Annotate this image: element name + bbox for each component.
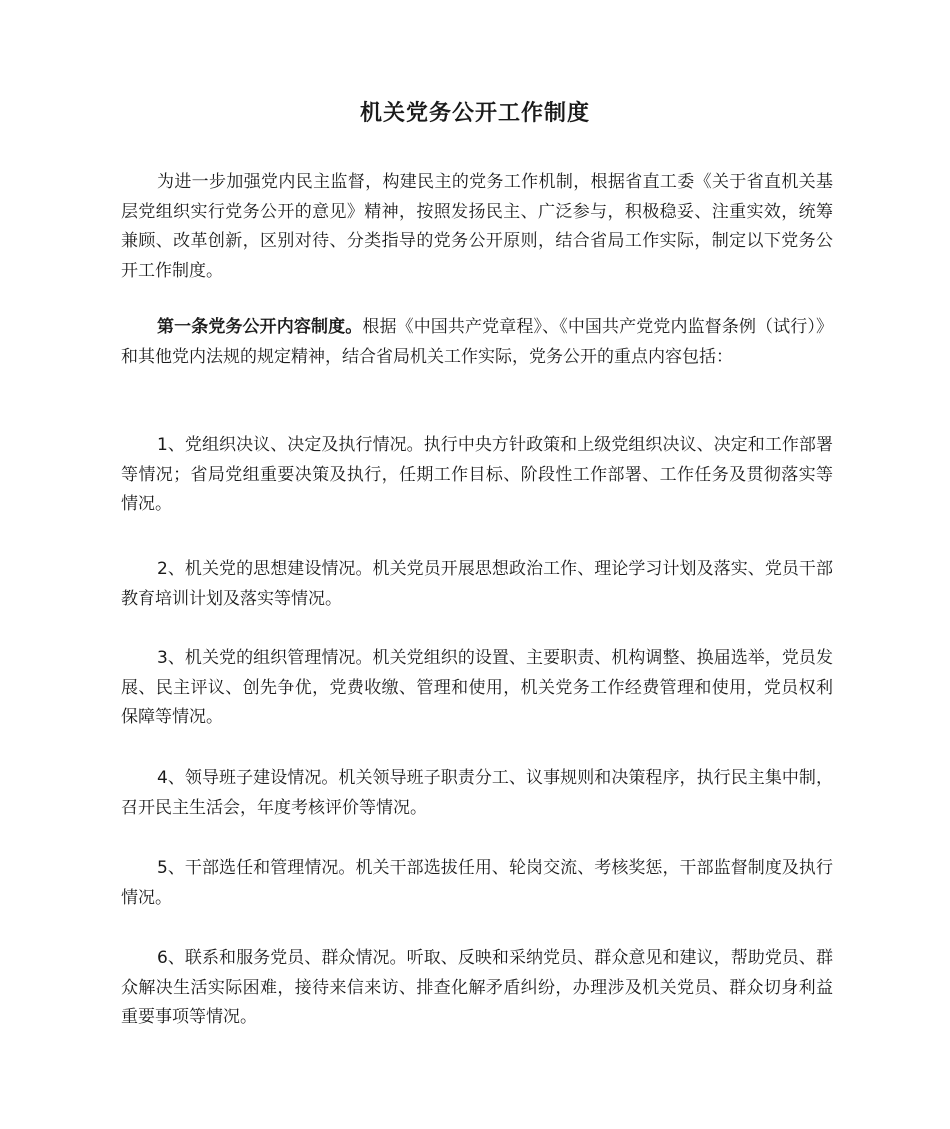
list-item: 1、党组织决议、决定及执行情况。执行中央方针政策和上级党组织决议、决定和工作部署等情况；省局党组重要决策及执行，任期工作目标、阶段性工作部署、工作任务及贯彻落实等情况。 bbox=[121, 435, 833, 514]
article-1-heading: 第一条党务公开内容制度。 bbox=[157, 317, 363, 337]
list-item: 5、干部选任和管理情况。机关干部选拔任用、轮岗交流、考核奖惩，干部监督制度及执行情况。 bbox=[121, 858, 833, 908]
list-item: 6、联系和服务党员、群众情况。听取、反映和采纳党员、群众意见和建议，帮助党员、群众解决生活实际困难，接待来信来访、排查化解矛盾纠纷，办理涉及机关党员、群众切身利益重要事项等情况。 bbox=[121, 948, 833, 1027]
article-1-paragraph bbox=[121, 313, 833, 372]
list-item: 3、机关党的组织管理情况。机关党组织的设置、主要职责、机构调整、换届选举，党员发展、民主评议、创先争优，党费收缴、管理和使用，机关党务工作经费管理和使用，党员权利保障等情况。 bbox=[121, 648, 833, 727]
list-item: 4、领导班子建设情况。机关领导班子职责分工、议事规则和决策程序，执行民主集中制，召开民主生活会，年度考核评价等情况。 bbox=[121, 768, 833, 818]
document-title: 机关党务公开工作制度 bbox=[359, 101, 590, 126]
intro-paragraph: 为进一步加强党内民主监督，构建民主的党务工作机制，根据省直工委《关于省直机关基层党组织实行党务公开的意见》精神，按照发扬民主、广泛参与，积极稳妥、注重实效，统筹兼顾、改革创新，区别对待、分类指导的党务公开原则，结合省局工作实际，制定以下党务公开工作制度。 bbox=[121, 172, 833, 281]
list-item: 2、机关党的思想建设情况。机关党员开展思想政治工作、理论学习计划及落实、党员干部教育培训计划及落实等情况。 bbox=[121, 559, 833, 609]
article-1-text: 根据《中国共产党章程》、《中国共产党党内监督条例（试行）》和其他党内法规的规定精神，结合省局机关工作实际，党务公开的重点内容包括： bbox=[121, 317, 834, 367]
